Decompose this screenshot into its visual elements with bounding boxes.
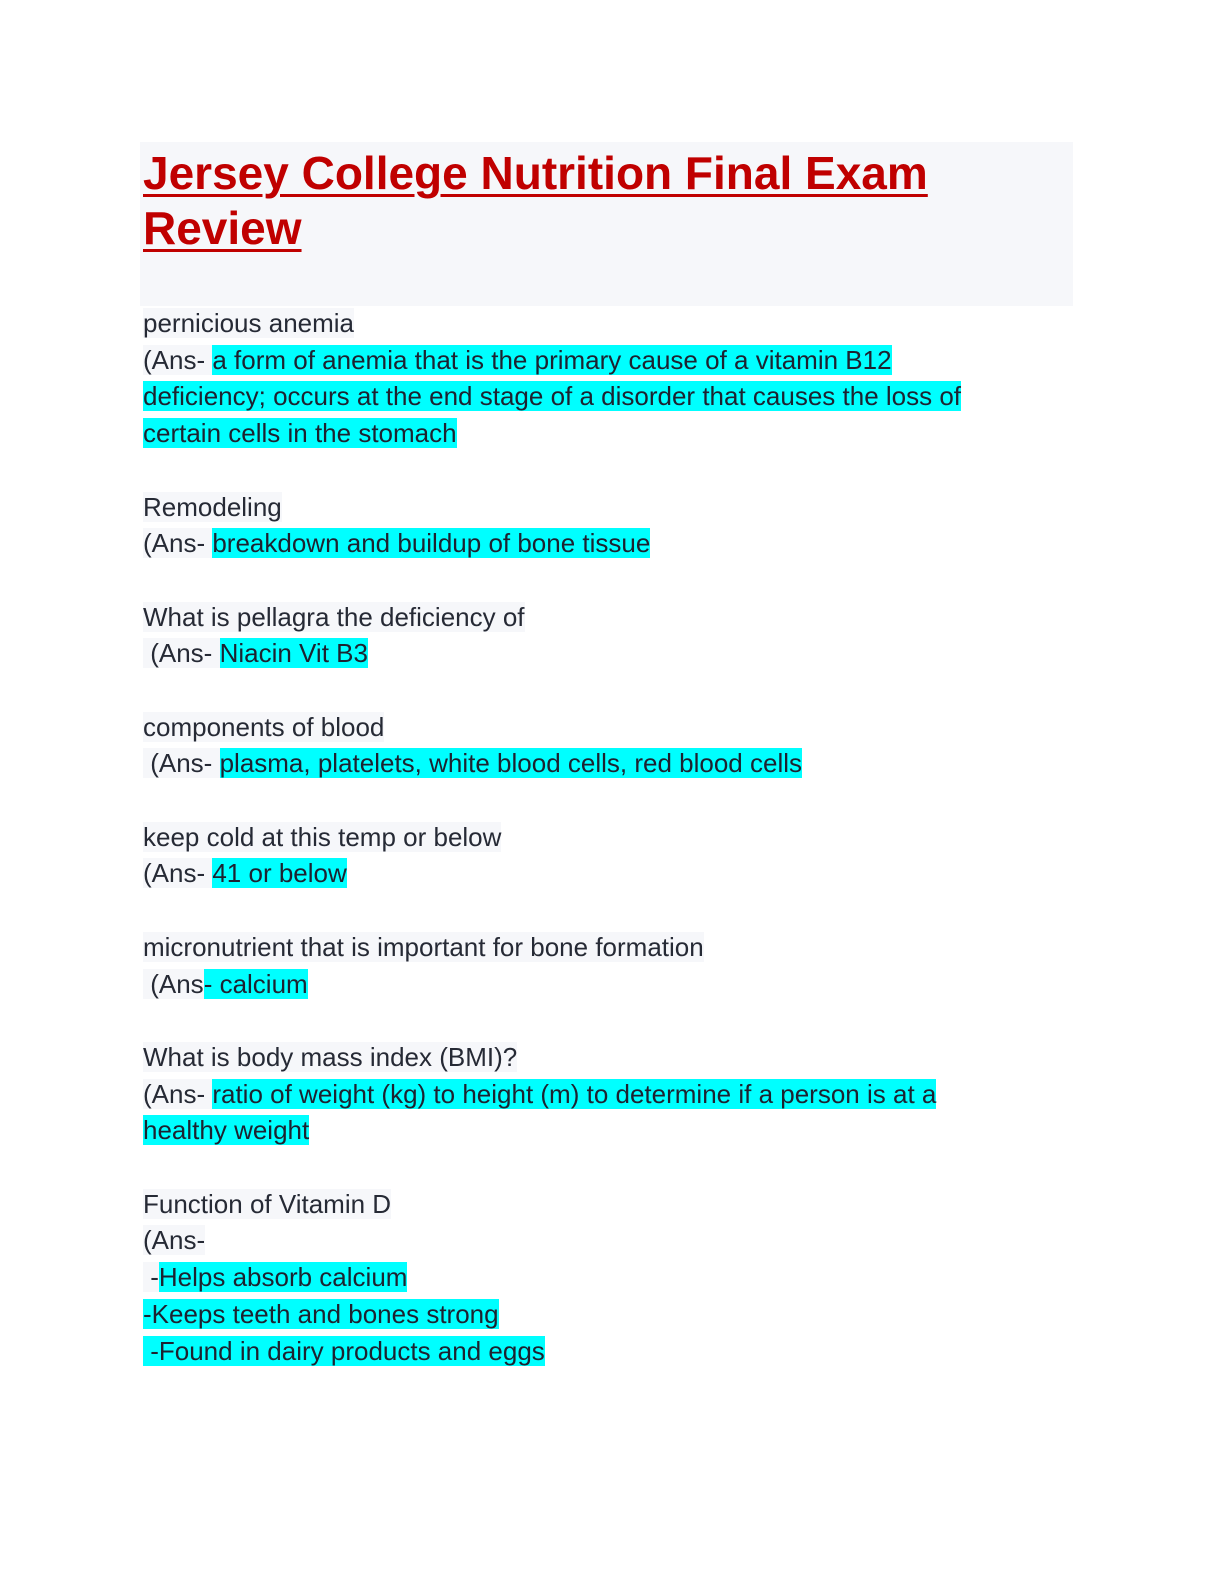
answer-prefix: (Ans- [143,528,213,559]
qa-item [143,1186,1043,1370]
answer-highlight: deficiency; occurs at the end stage of a disorder that causes the loss of [143,381,962,412]
question: micronutrient that is important for bone formation [143,931,704,962]
answer-highlight: a form of anemia that is the primary cause of a vitamin B12 [212,344,892,375]
answer-highlight: Helps absorb calcium [158,1262,408,1293]
answer-highlight: Niacin Vit B3 [219,638,368,669]
answer-highlight: certain cells in the stomach [143,418,457,449]
document-title: Jersey College Nutrition Final Exam Review [143,147,928,254]
answer-prefix: (Ans- [143,1078,213,1109]
answer-highlight: healthy weight [143,1115,310,1146]
list-item-prefix: - [143,1262,159,1293]
answer-highlight: plasma, platelets, white blood cells, red blood cells [219,748,803,779]
qa-item [143,929,1043,1002]
question: keep cold at this temp or below [143,821,502,852]
question: components of blood [143,711,385,742]
qa-item [143,709,1043,782]
answer-highlight: 41 or below [212,858,347,889]
question: What is body mass index (BMI)? [143,1041,518,1072]
answer-highlight: breakdown and buildup of bone tissue [212,528,651,559]
answer-prefix: (Ans- [143,638,220,669]
answer-prefix: (Ans- [143,1225,206,1256]
answer-prefix: (Ans- [143,344,213,375]
answer-prefix: (Ans- [143,858,213,889]
question: pernicious anemia [143,308,355,338]
question: Function of Vitamin D [143,1188,392,1219]
answer-highlight: - calcium [203,968,308,999]
question: What is pellagra the deficiency of [143,601,525,632]
qa-item [143,599,1043,672]
question: Remodeling [143,491,282,522]
answer-highlight: ratio of weight (kg) to height (m) to determine if a person is at a [212,1078,937,1109]
qa-item [143,305,1043,452]
qa-item [143,1039,1043,1149]
answer-prefix: (Ans [143,968,204,999]
answer-highlight: -Found in dairy products and eggs [143,1335,545,1366]
title-block [140,142,1073,306]
qa-item [143,489,1043,562]
qa-item [143,819,1043,892]
answer-prefix: (Ans- [143,748,220,779]
answer-highlight: -Keeps teeth and bones strong [143,1298,499,1329]
qa-list [143,305,1043,1406]
